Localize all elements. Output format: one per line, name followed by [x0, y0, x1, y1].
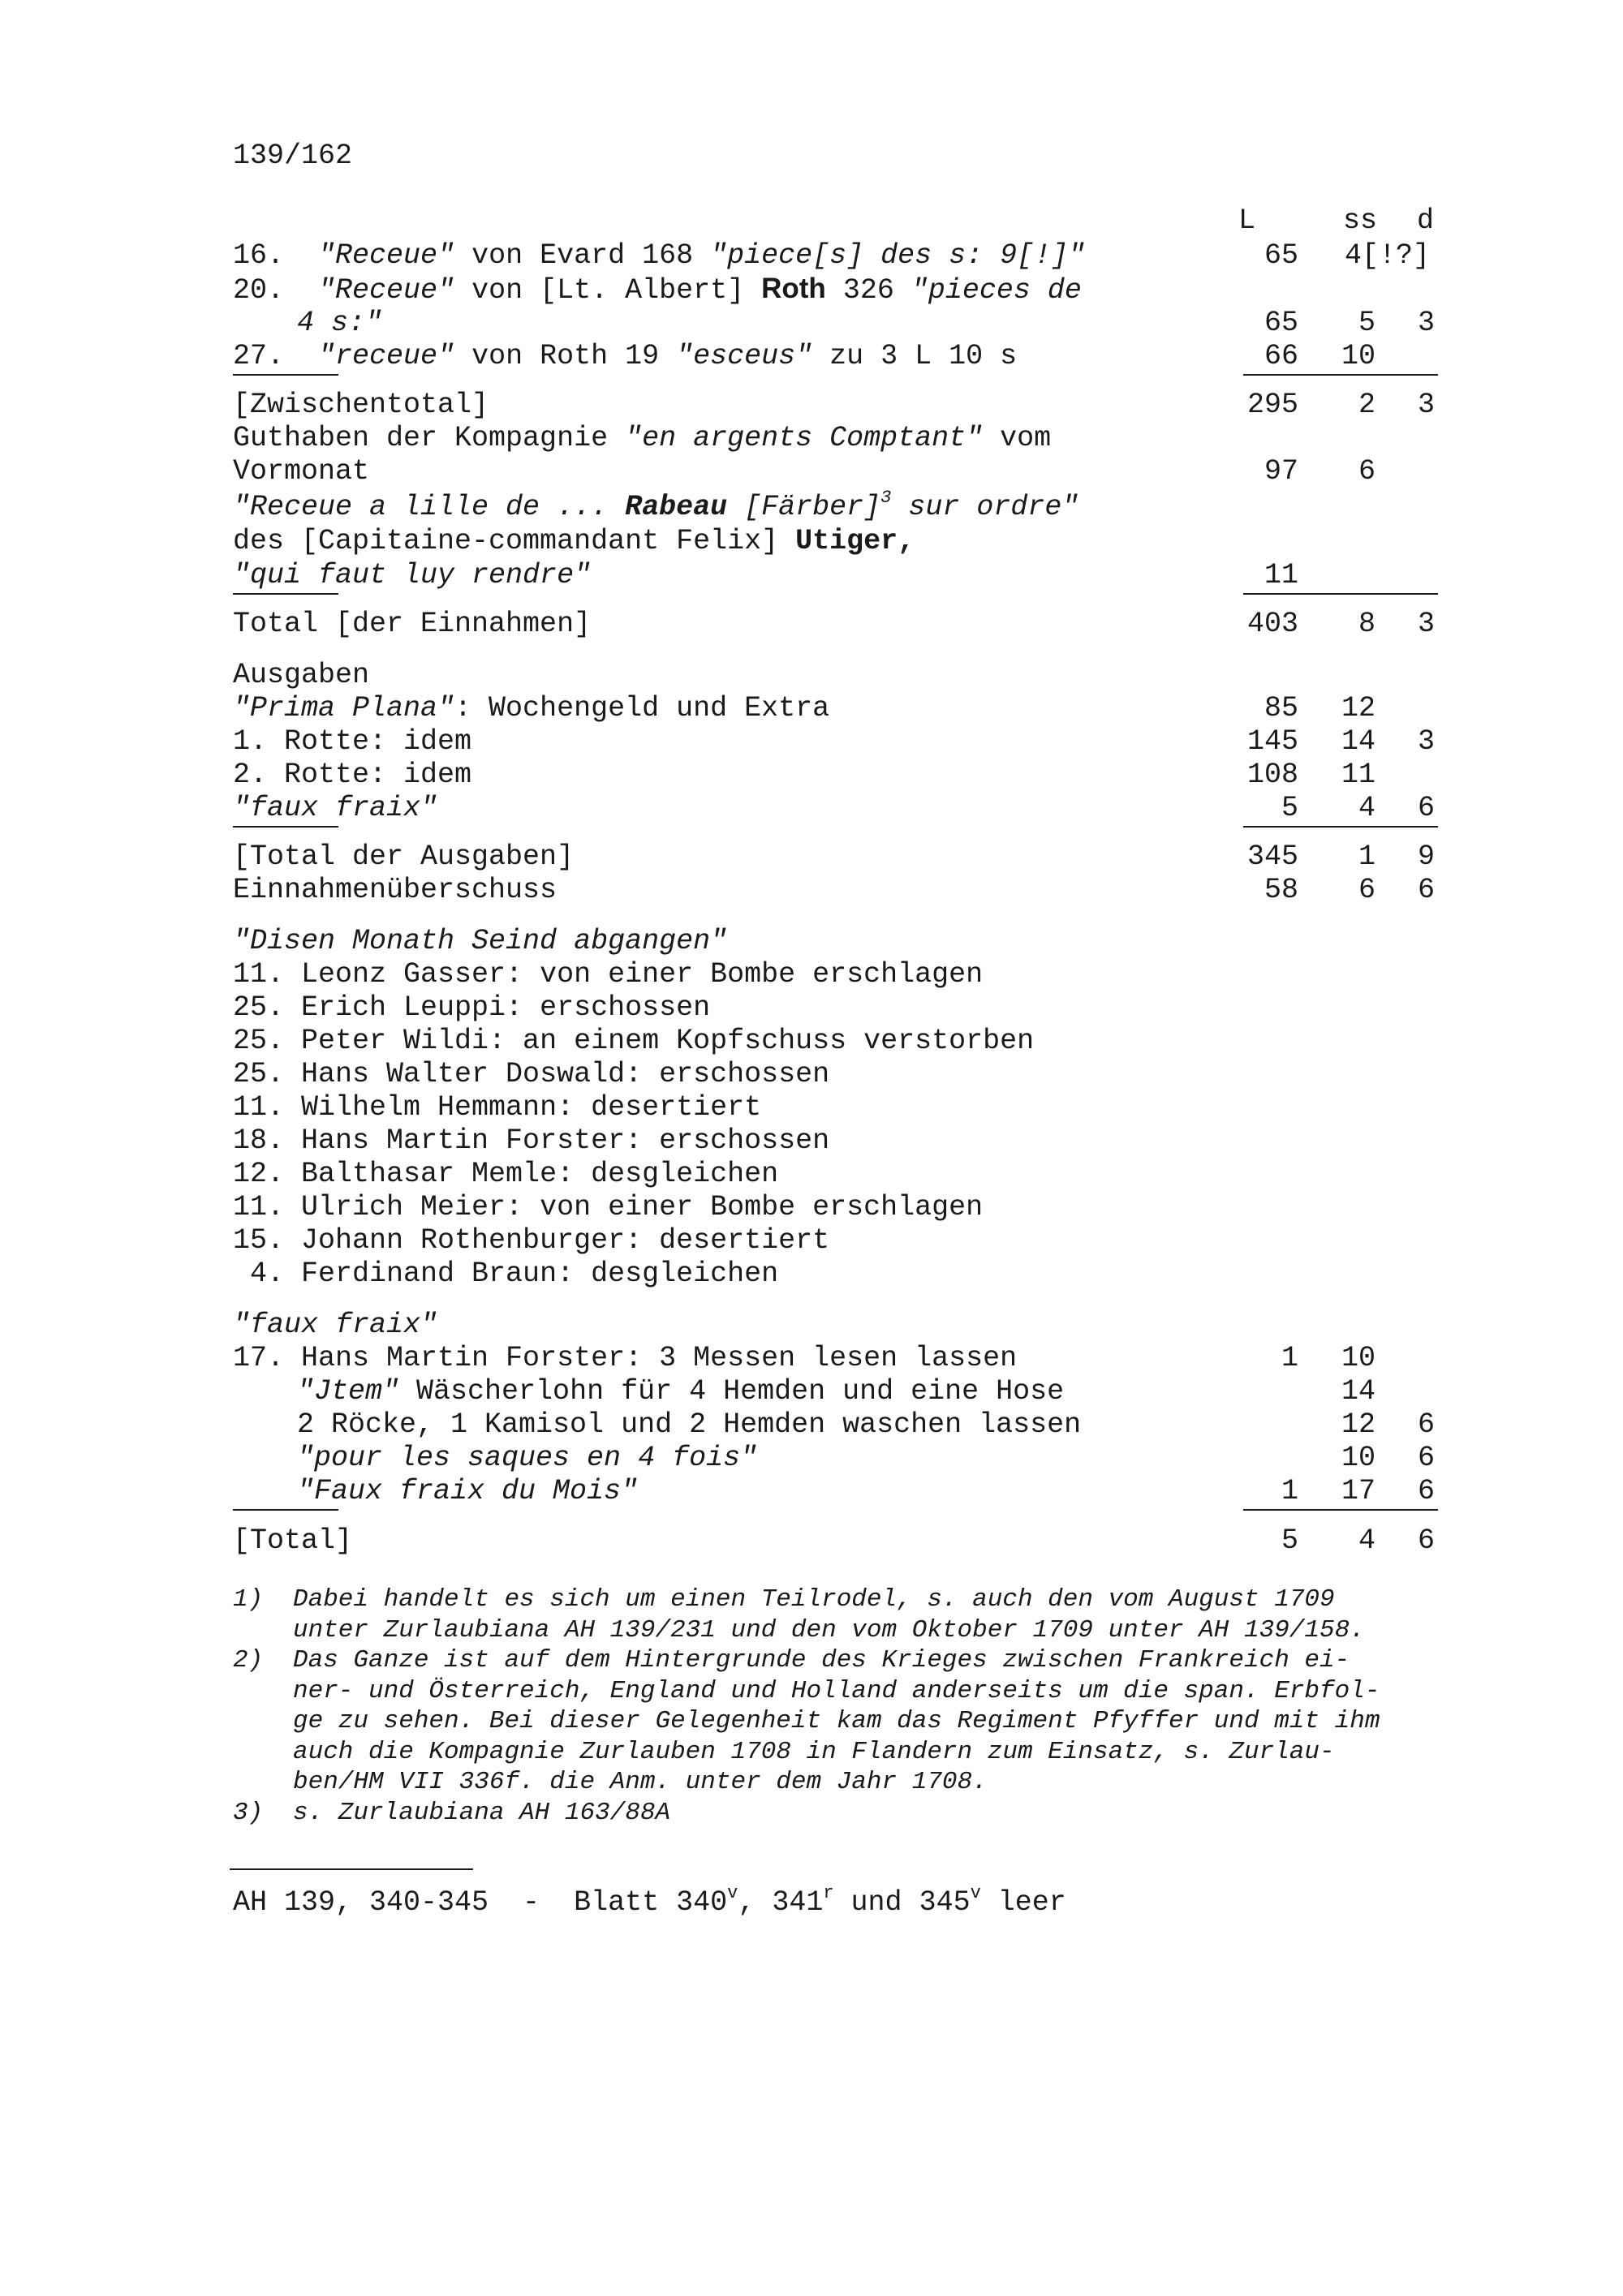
departures-title: "Disen Monath Seind abgangen": [233, 925, 728, 957]
entry-day: 27.: [233, 340, 302, 372]
entry-day: 16.: [233, 239, 302, 272]
footnote-label: 3): [233, 1799, 264, 1827]
expense-text-plain: : Wochengeld und Extra: [454, 692, 830, 724]
entry-day: 25.: [233, 991, 302, 1024]
page-number: 139/162: [233, 140, 353, 172]
receue-text-italic: "qui faut luy rendre": [233, 559, 592, 591]
departure-text: [233, 957, 983, 991]
source-text: leer: [980, 1886, 1066, 1919]
receue-text-italic: "Receue a lille de ...: [233, 491, 626, 523]
departure-text: [233, 1124, 829, 1158]
entry-text-italic: "Receue": [318, 274, 455, 307]
total-row: [0, 1524, 1623, 1558]
expense-row: [0, 758, 1623, 792]
entry-text-italic: "piece[s] des s: 9[!]": [710, 239, 1086, 272]
subtotal-row: [0, 388, 1623, 422]
amount-l: 403: [1246, 608, 1298, 640]
footnote-3: [233, 1798, 1499, 1829]
receue-text-italic: [Färber]: [727, 491, 881, 523]
entry-text: von Roth 19: [454, 340, 677, 372]
amount-ss: 6: [1358, 455, 1375, 488]
amount-d: 6: [1417, 1442, 1435, 1474]
income-text: [233, 272, 1082, 307]
total-label: [Total]: [233, 1524, 353, 1557]
footnote-line: Dabei handelt es sich um einen Teilrodel, s. auch den vom August 1709: [293, 1585, 1335, 1614]
departure-text: [233, 1090, 761, 1124]
sum-rule: [1243, 374, 1438, 376]
amount-ss: 2: [1358, 389, 1375, 421]
column-header-l: L: [1238, 204, 1256, 237]
entry-text: Erich Leuppi: erschossen: [301, 991, 711, 1024]
amount-ss: 4: [1358, 792, 1375, 824]
departure-text: [233, 991, 710, 1025]
receue-row: [0, 490, 1623, 524]
credit-text-1: Guthaben der Kompagnie: [233, 422, 626, 454]
footnote-1: [233, 1584, 1499, 1645]
footnote-line: ner- und Österreich, England und Holland anderseits um die span. Erbfol-: [293, 1676, 1380, 1705]
income-row: [0, 339, 1623, 373]
entry-day: 11.: [233, 1091, 302, 1124]
expense-text-plain: 1. Rotte: idem: [233, 725, 472, 758]
entry-text: Hans Martin Forster: 3 Messen lesen lassen: [301, 1342, 1018, 1374]
amount-ss: 10: [1341, 340, 1375, 372]
expense-text: [233, 691, 829, 725]
departure-row: [0, 1223, 1623, 1258]
footnote-2: [233, 1645, 1499, 1798]
sum-rule: [1243, 826, 1438, 828]
entry-text-italic: "Faux fraix du Mois": [297, 1475, 639, 1507]
receue-text: [233, 524, 915, 558]
amount-ss: 4: [1358, 1524, 1375, 1557]
departure-row: [0, 957, 1623, 991]
footnote-label: 1): [233, 1585, 264, 1614]
entry-text-italic: "Jtem": [297, 1375, 400, 1408]
expenses-title: Ausgaben: [233, 659, 370, 691]
faux-text: [233, 1341, 1017, 1375]
expense-row: [0, 791, 1623, 825]
footnote-line: s. Zurlaubiana AH 163/88A: [293, 1799, 671, 1827]
total-income-label: Total [der Einnahmen]: [233, 608, 592, 640]
amount-d: 3: [1417, 725, 1435, 758]
amount-ss: 4[!?]: [1345, 239, 1431, 272]
amount-l: 97: [1264, 455, 1298, 488]
entry-text: Johann Rothenburger: desertiert: [301, 1224, 830, 1257]
amount-l: 5: [1281, 1524, 1298, 1557]
faux-text: [297, 1374, 1064, 1408]
receue-name-bold: Rabeau: [625, 491, 728, 523]
entry-text: Peter Wildi: an einem Kopfschuss verstorben: [301, 1025, 1035, 1057]
amount-l: 1: [1281, 1475, 1298, 1507]
entry-text: Wilhelm Hemmann: desertiert: [301, 1091, 762, 1124]
entry-text: Hans Walter Doswald: erschossen: [301, 1058, 830, 1090]
entry-text-italic: "receue": [318, 340, 455, 372]
entry-day: 17.: [233, 1342, 302, 1374]
entry-day: 4.: [233, 1258, 302, 1290]
footnote-line: ge zu sehen. Bei dieser Gelegenheit kam das Regiment Pfyffer und mit ihm: [293, 1707, 1380, 1735]
expenses-title-row: [0, 658, 1623, 692]
footnote-marker-rule: [233, 374, 338, 376]
entry-day: 11.: [233, 958, 302, 991]
credit-text-2: vom: [983, 422, 1052, 454]
sum-rule: [1243, 1509, 1438, 1511]
amount-l: 345: [1246, 841, 1298, 873]
footnote-separator: [230, 1868, 473, 1870]
amount-d: 3: [1417, 389, 1435, 421]
faux-row: [0, 1374, 1623, 1408]
receue-row: [0, 558, 1623, 592]
entry-text-italic: 4 s:": [297, 307, 383, 339]
expense-text-plain: 2. Rotte: idem: [233, 759, 472, 791]
income-row: [0, 272, 1623, 306]
sum-rule: [1243, 593, 1438, 595]
subtotal-label: [Zwischentotal]: [233, 389, 489, 421]
departure-row: [0, 1057, 1623, 1091]
amount-l: 85: [1264, 692, 1298, 724]
surplus-label: Einnahmenüberschuss: [233, 874, 558, 906]
departure-row: [0, 1024, 1623, 1058]
source-text: , 341: [738, 1886, 824, 1919]
entry-name-bold: Roth: [761, 273, 826, 304]
receue-text: [233, 490, 1078, 524]
footnote-line: Das Ganze ist auf dem Hintergrunde des Krieges zwischen Frankreich ei-: [293, 1646, 1350, 1675]
amount-ss: 5: [1358, 307, 1375, 339]
amount-ss: 1: [1358, 841, 1375, 873]
entry-day: 11.: [233, 1191, 302, 1223]
receue-text-italic: sur ordre": [891, 491, 1079, 523]
total-expenses-row: [0, 840, 1623, 874]
receue-row: [0, 524, 1623, 558]
amount-l: 65: [1264, 239, 1298, 272]
amount-ss: 8: [1358, 608, 1375, 640]
amount-l: 65: [1264, 307, 1298, 339]
income-text: [233, 239, 1085, 273]
amount-d: 6: [1417, 1475, 1435, 1507]
departure-row: [0, 991, 1623, 1025]
faux-row: [0, 1441, 1623, 1475]
departure-text: [233, 1223, 829, 1258]
entry-text-italic: "pieces de: [911, 274, 1082, 307]
departure-text: [233, 1257, 778, 1291]
credit-text-italic: "en argents Comptant": [625, 422, 984, 454]
amount-ss: 6: [1358, 874, 1375, 906]
footnote-ref: 3: [880, 488, 892, 509]
entry-text-italic: "pour les saques en 4 fois": [297, 1442, 758, 1474]
source-sup: v: [970, 1883, 981, 1904]
footnote-marker-rule: [233, 826, 338, 828]
credit-text-3: Vormonat: [233, 455, 370, 488]
entry-text: Ulrich Meier: von einer Bombe erschlagen: [301, 1191, 984, 1223]
expense-text-italic: "faux fraix": [233, 792, 438, 824]
departure-row: [0, 1124, 1623, 1158]
receue-text-plain: des [Capitaine-commandant Felix]: [233, 525, 796, 557]
entry-text-italic: "esceus": [676, 340, 813, 372]
source-reference: [233, 1883, 1066, 1919]
expense-text-italic: "Prima Plana": [233, 692, 455, 724]
footnote-marker-rule: [233, 1509, 338, 1511]
amount-ss: 14: [1341, 1375, 1375, 1408]
amount-ss: 10: [1341, 1342, 1375, 1374]
departure-row: [0, 1257, 1623, 1291]
expense-row: [0, 724, 1623, 759]
entry-text-italic: "Receue": [318, 239, 455, 272]
faux-title: "faux fraix": [233, 1309, 438, 1341]
entry-text: Ferdinand Braun: desgleichen: [301, 1258, 779, 1290]
amount-l: 295: [1246, 389, 1298, 421]
credit-text: [233, 421, 1051, 455]
entry-day: 12.: [233, 1158, 302, 1190]
faux-row: [0, 1408, 1623, 1442]
amount-ss: 14: [1341, 725, 1375, 758]
footnote-marker-rule: [233, 593, 338, 595]
faux-row: [0, 1341, 1623, 1375]
income-row-continuation: [0, 306, 1623, 340]
amount-l: 1: [1281, 1342, 1298, 1374]
entry-text: von [Lt. Albert]: [454, 274, 762, 307]
income-text: [233, 339, 1017, 373]
departure-text: [233, 1157, 778, 1191]
entry-text: Balthasar Memle: desgleichen: [301, 1158, 779, 1190]
amount-d: 3: [1417, 608, 1435, 640]
departures-title-row: [0, 924, 1623, 958]
entry-text: Hans Martin Forster: erschossen: [301, 1124, 830, 1157]
amount-l: 11: [1264, 559, 1298, 591]
footnote-line: unter Zurlaubiana AH 139/231 und den vom Oktober 1709 unter AH 139/158.: [293, 1615, 1365, 1645]
amount-l: 145: [1246, 725, 1298, 758]
source-sup: r: [823, 1883, 834, 1904]
amount-ss: 17: [1341, 1475, 1375, 1507]
amount-ss: 12: [1341, 1408, 1375, 1441]
departure-row: [0, 1090, 1623, 1124]
amount-ss: 11: [1341, 759, 1375, 791]
amount-ss: 10: [1341, 1442, 1375, 1474]
credit-row: [0, 421, 1623, 455]
entry-day: 25.: [233, 1058, 302, 1090]
footnote-line: ben/HM VII 336f. die Anm. unter dem Jahr 1708.: [293, 1768, 988, 1796]
receue-name-bold: Utiger,: [795, 525, 915, 557]
income-row: [0, 239, 1623, 273]
departure-text: [233, 1024, 1034, 1058]
surplus-row: [0, 873, 1623, 907]
amount-d: 3: [1417, 307, 1435, 339]
column-header-d: d: [1417, 204, 1435, 237]
entry-day: 15.: [233, 1224, 302, 1257]
entry-text: von Evard 168: [454, 239, 711, 272]
amount-l: 108: [1246, 759, 1298, 791]
entry-day: 25.: [233, 1025, 302, 1057]
footnote-line: auch die Kompagnie Zurlauben 1708 in Flandern zum Einsatz, s. Zurlau-: [293, 1737, 1335, 1766]
entry-text: Leonz Gasser: von einer Bombe erschlagen: [301, 958, 984, 991]
entry-text: 326: [825, 274, 911, 307]
credit-row: [0, 454, 1623, 488]
departure-row: [0, 1190, 1623, 1224]
entry-text: zu 3 L 10 s: [812, 340, 1018, 372]
entry-day: 20.: [233, 274, 302, 307]
entry-day: 18.: [233, 1124, 302, 1157]
source-sup: v: [727, 1883, 738, 1904]
expense-row: [0, 691, 1623, 725]
amount-d: 6: [1417, 792, 1435, 824]
amount-d: 6: [1417, 874, 1435, 906]
amount-ss: 12: [1341, 692, 1375, 724]
footnote-label: 2): [233, 1646, 264, 1675]
entry-text: Wäscherlohn für 4 Hemden und eine Hose: [399, 1375, 1065, 1408]
departure-text: [233, 1190, 983, 1224]
amount-d: 6: [1417, 1524, 1435, 1557]
amount-l: 66: [1264, 340, 1298, 372]
faux-title-row: [0, 1308, 1623, 1342]
entry-text: 2 Röcke, 1 Kamisol und 2 Hemden waschen lassen: [297, 1408, 1082, 1441]
source-text: und 345: [833, 1886, 971, 1919]
total-expenses-label: [Total der Ausgaben]: [233, 841, 575, 873]
total-income-row: [0, 607, 1623, 641]
departure-text: [233, 1057, 829, 1091]
faux-row: [0, 1474, 1623, 1508]
amount-l: 5: [1281, 792, 1298, 824]
amount-l: 58: [1264, 874, 1298, 906]
departure-row: [0, 1157, 1623, 1191]
amount-d: 9: [1417, 841, 1435, 873]
source-text: AH 139, 340-345 - Blatt 340: [233, 1886, 728, 1919]
amount-d: 6: [1417, 1408, 1435, 1441]
column-header-ss: ss: [1343, 204, 1378, 237]
